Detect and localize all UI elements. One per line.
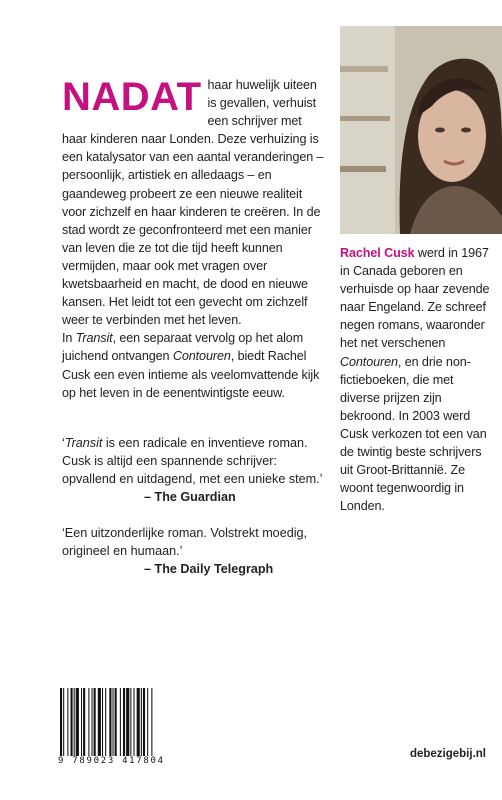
quote-book-title: Transit (64, 436, 103, 450)
book-blurb (62, 76, 324, 402)
blurb-main-text: is gevallen, verhuist een schrijver met haar kinderen naar Londen. Deze verhuizing is een katalysator van een aantal veranderingen – persoonlijk, artistiek en alledaags – en gaandeweg probeert ze een nieuwe realiteit voor zichzelf en haar kinderen te creëren. In de stad wordt ze geconfronteerd met een manier van leven die ze tot die tijd heeft kunnen vermijden, maar ook met vragen over kwetsbaarheid en macht, de dood en nieuwe kansen. Het leidt tot een gevecht om zichzelf weer te verbinden met het leven. (62, 96, 324, 328)
blurb-paragraph-1 (62, 76, 324, 329)
author-bio: Rachel Cusk werd in 1967 in Canada geboren en verhuisde op haar zevende naar Engeland. Ze schreef negen romans, waaronder het net verschenen Contouren, en drie non-fictieboeken, die met diverse prijzen zijn bekroond. In 2003 werd Cusk verkozen tot een van de twintig beste schrijvers uit Groot-Brittannië. Ze woont tegenwoordig in Londen. (340, 246, 490, 514)
book-title-contouren: Contouren (340, 354, 398, 369)
blurb-first-line: haar huwelijk uiteen (207, 78, 317, 92)
publisher-website[interactable]: debezigebij.nl (409, 748, 486, 760)
review-quote-telegraph: ‘Een uitzonderlijke roman. Volstrekt moedig, origineel en humaan.’ – The Daily Telegraph (62, 524, 330, 578)
author-portrait-image (340, 26, 502, 234)
blurb-paragraph-2: In Transit, een separaat vervolg op het alom juichend ontvangen Contouren, biedt Rachel Cusk een even intieme als veelomvattende kijk op het leven in de eenentwintigste eeuw. (62, 331, 320, 400)
drop-cap-heading: NADAT (62, 75, 202, 119)
isbn-barcode (58, 688, 186, 768)
quote-source: – The Daily Telegraph (144, 562, 274, 577)
isbn-number: 9 789023 417804 (58, 756, 165, 766)
book-title-contouren: Contouren (172, 349, 231, 364)
quote-source: – The Guardian (144, 490, 236, 505)
review-quote-guardian: ‘Transit is een radicale en inventieve roman. Cusk is altijd een spannende schrijver: opvallend en uitdagend, met een unieke stem.’ – The Guardian (62, 434, 330, 506)
author-name: Rachel Cusk (340, 246, 415, 260)
author-photo (340, 26, 502, 234)
barcode-bars (60, 688, 184, 756)
book-title-transit: Transit (75, 331, 113, 346)
